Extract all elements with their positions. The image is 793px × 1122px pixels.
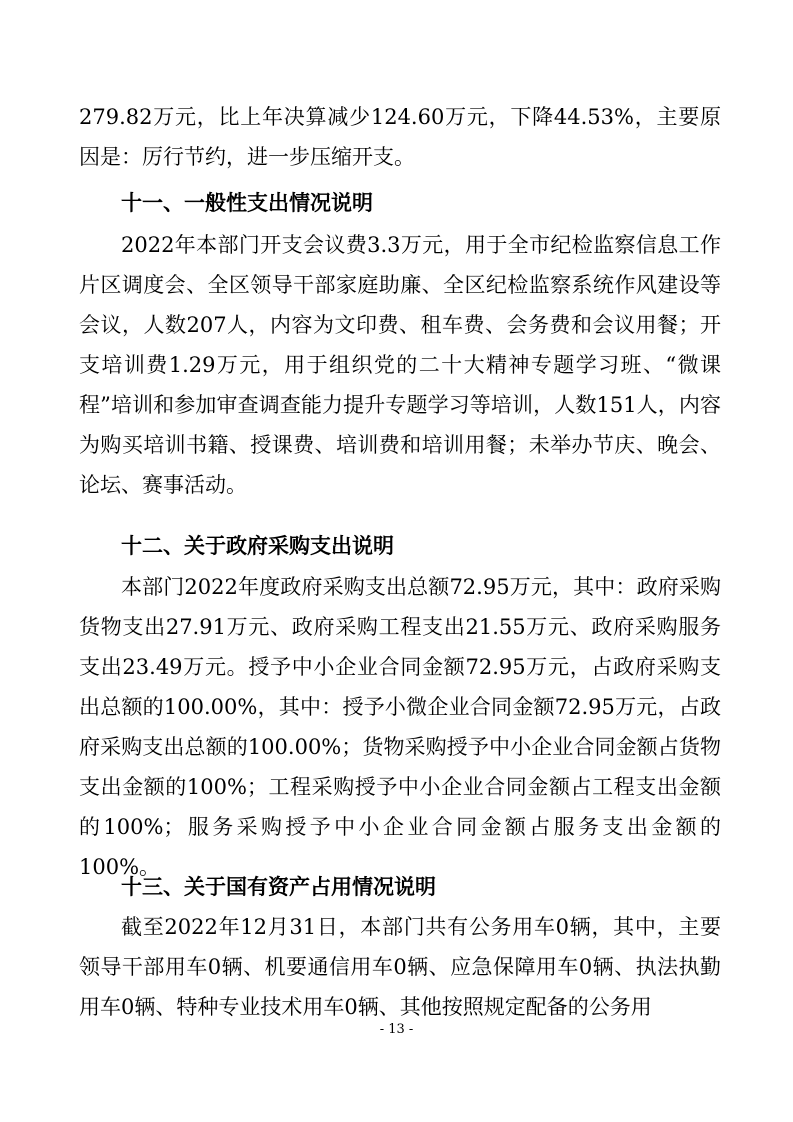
- paragraph-government-procurement: 本部门2022年度政府采购支出总额72.95万元，其中：政府采购货物支出27.91万元、政府采购工程支出21.55万元、政府采购服务支出23.49万元。授予中小企业合同金额72.95万元，占政府采购支出总额的100.00%，其中：授予小微企业合同金额72.95万元，占政府采购支出总额的100.00%；货物采购授予中小企业合同金额占货物支出金额的100%；工程采购授予中小企业合同金额占工程支出金额的100%；服务采购授予中小企业合同金额占服务支出金额的100%。: [79, 575, 721, 879]
- section-heading-13: 十三、关于国有资产占用情况说明: [121, 875, 436, 899]
- paragraph-state-assets: 截至2022年12月31日，本部门共有公务用车0辆，其中，主要领导干部用车0辆、机要通信用车0辆、应急保障用车0辆、执法执勤用车0辆、特种专业技术用车0辆、其他按照规定配备的公务用: [79, 915, 721, 1019]
- section-heading-11: 十一、一般性支出情况说明: [121, 191, 373, 215]
- page-number: - 13 -: [379, 1022, 414, 1037]
- section-heading-12: 十二、关于政府采购支出说明: [121, 534, 394, 558]
- paragraph-continued: 279.82万元，比上年决算减少124.60万元，下降44.53%，主要原因是：厉行节约，进一步压缩开支。: [79, 105, 721, 169]
- paragraph-general-expenditure: 2022年本部门开支会议费3.3万元，用于全市纪检监察信息工作片区调度会、全区领导干部家庭助廉、全区纪检监察系统作风建设等会议，人数207人，内容为文印费、租车费、会务费和会议用餐；开支培训费1.29万元，用于组织党的二十大精神专题学习班、“微课程”培训和参加审查调查能力提升专题学习等培训，人数151人，内容为购买培训书籍、授课费、培训费和培训用餐；未举办节庆、晚会、论坛、赛事活动。: [79, 233, 721, 497]
